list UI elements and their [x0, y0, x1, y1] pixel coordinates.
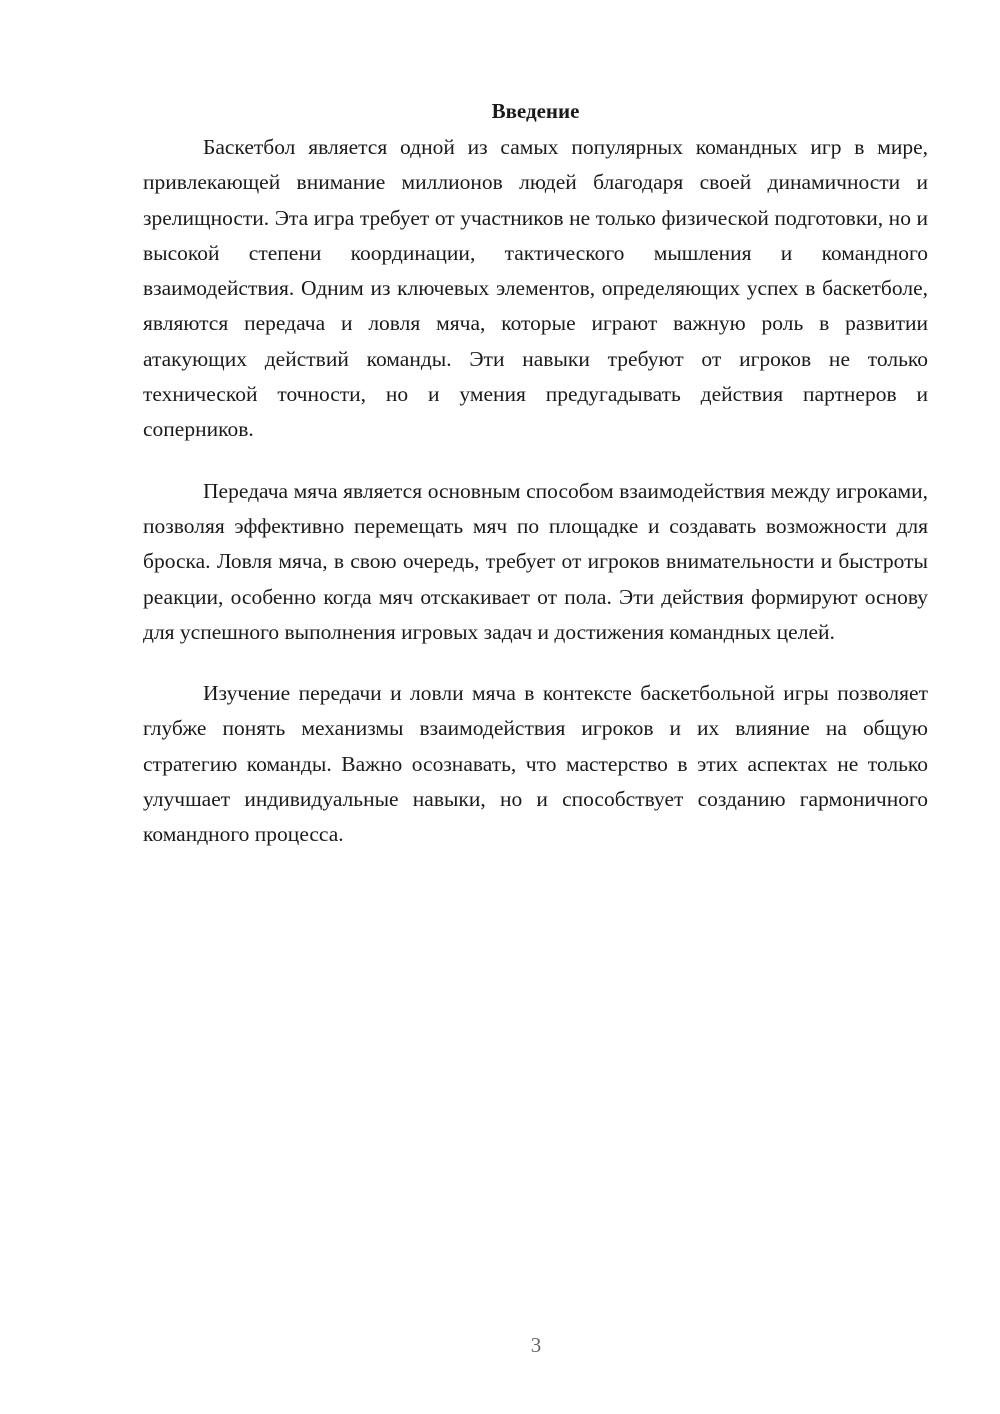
section-title: Введение — [491, 99, 580, 123]
paragraph-1: Баскетбол является одной из самых популярных командных игр в мире, привлекающей внимание миллионов людей благодаря своей динамичности и зрелищности. Эта игра требует от участников не только физической подготовки, но и высокой степени координации, тактического мышления и командного взаимодействия. Одним из ключевых элементов, определяющих успех в баскетболе, являются передача и ловля мяча, которые играют важную роль в развитии атакующих действий команды. Эти навыки требуют от игроков не только технической точности, но и умения предугадывать действия партнеров и соперников. — [143, 135, 928, 442]
paragraph-3: Изучение передачи и ловли мяча в контексте баскетбольной игры позволяет глубже понять механизмы взаимодействия игроков и их влияние на общую стратегию команды. Важно осознавать, что мастерство в этих аспектах не только улучшает индивидуальные навыки, но и способствует созданию гармоничного командного процесса. — [143, 681, 928, 847]
page-number: 3 — [530, 1333, 542, 1357]
page-content — [143, 96, 928, 879]
paragraph-2: Передача мяча является основным способом взаимодействия между игроками, позволяя эффективно перемещать мяч по площадке и создавать возможности для броска. Ловля мяча, в свою очередь, требует от игроков внимательности и быстроты реакции, особенно когда мяч отскакивает от пола. Эти действия формируют основу для успешного выполнения игровых задач и достижения командных целей. — [143, 478, 928, 644]
